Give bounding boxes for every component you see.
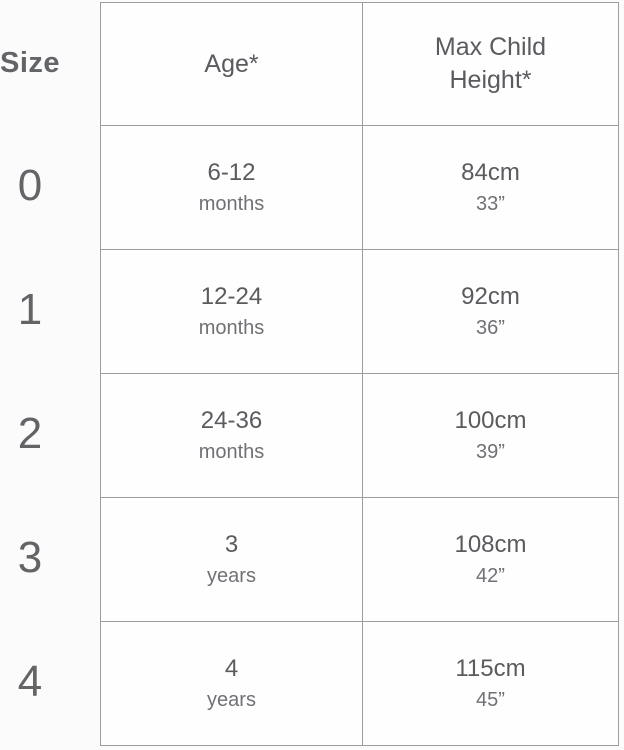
table-row <box>101 621 618 745</box>
size-row-cell <box>0 496 60 620</box>
height-secondary: 33” <box>476 193 505 216</box>
table-rows <box>101 125 618 745</box>
table-row <box>101 249 618 373</box>
size-label: 3 <box>17 533 43 582</box>
size-row-cell <box>0 372 60 496</box>
table-row <box>101 125 618 249</box>
age-secondary: years <box>207 565 256 588</box>
size-label: 2 <box>17 409 43 458</box>
size-label: 1 <box>17 285 43 334</box>
height-primary: 100cm <box>454 406 527 434</box>
age-cell <box>101 498 362 621</box>
height-secondary: 39” <box>476 441 505 464</box>
age-primary: 12-24 <box>200 282 263 310</box>
height-primary: 92cm <box>461 282 520 310</box>
age-primary: 4 <box>224 654 239 682</box>
age-secondary: years <box>207 689 256 712</box>
size-header-label: Size <box>0 46 61 79</box>
height-primary: 84cm <box>461 158 520 186</box>
table-header-row <box>101 3 618 125</box>
size-label: 0 <box>17 161 43 210</box>
height-cell <box>362 250 618 373</box>
height-primary: 115cm <box>455 654 526 682</box>
table-row <box>101 497 618 621</box>
height-secondary: 36” <box>476 317 505 340</box>
size-column-header <box>0 2 60 124</box>
age-header-cell <box>101 3 362 125</box>
height-column-header: Max Child Height* <box>434 33 547 94</box>
table-row <box>101 373 618 497</box>
size-column <box>0 2 60 745</box>
age-primary: 3 <box>224 530 239 558</box>
size-column-items <box>0 124 60 744</box>
height-cell <box>362 374 618 497</box>
age-cell <box>101 622 362 745</box>
age-column-header: Age* <box>204 49 259 78</box>
size-row-cell <box>0 620 60 744</box>
size-row-cell <box>0 124 60 248</box>
height-cell <box>362 498 618 621</box>
age-primary: 6-12 <box>207 158 256 186</box>
height-cell <box>362 622 618 745</box>
height-secondary: 45” <box>476 689 505 712</box>
size-label: 4 <box>17 657 43 706</box>
age-cell <box>101 374 362 497</box>
height-cell <box>362 126 618 249</box>
height-primary: 108cm <box>454 530 527 558</box>
height-header-cell <box>362 3 618 125</box>
age-cell <box>101 250 362 373</box>
age-secondary: months <box>198 193 265 216</box>
size-table <box>100 2 619 746</box>
size-row-cell <box>0 248 60 372</box>
age-primary: 24-36 <box>200 406 263 434</box>
age-cell <box>101 126 362 249</box>
age-secondary: months <box>198 441 265 464</box>
age-secondary: months <box>198 317 265 340</box>
height-secondary: 42” <box>476 565 505 588</box>
